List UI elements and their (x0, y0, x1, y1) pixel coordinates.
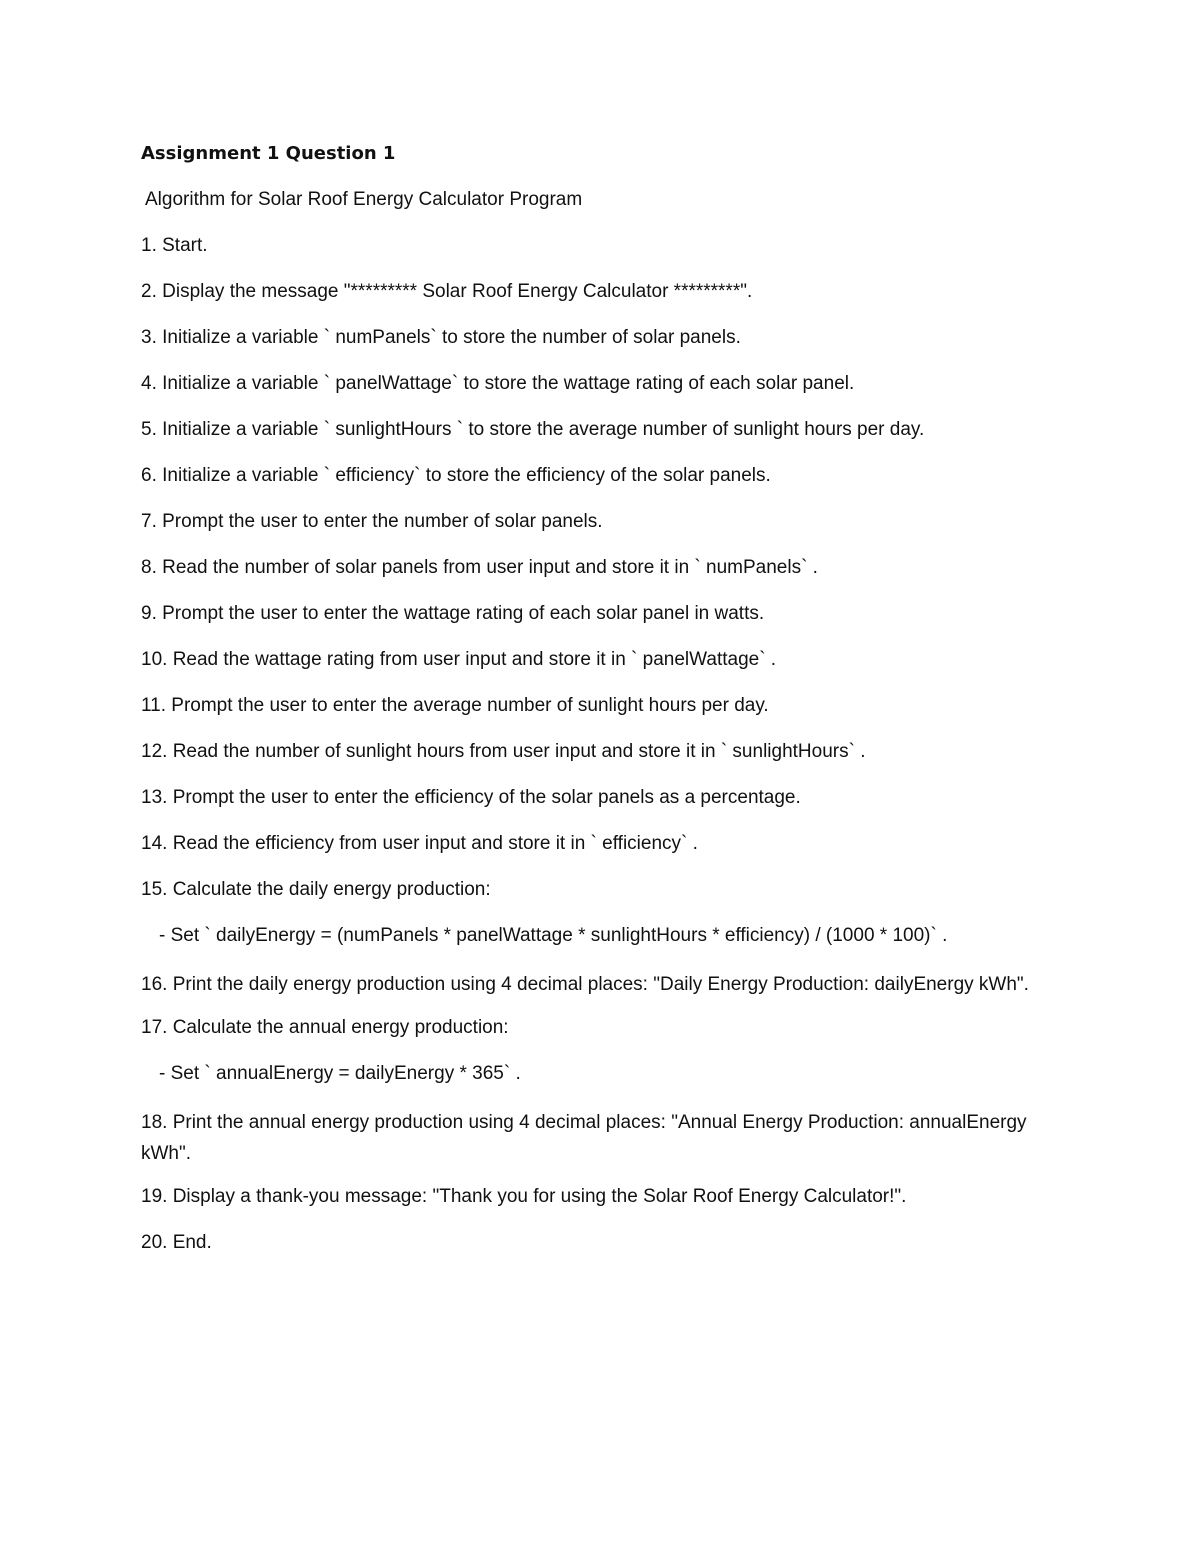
algorithm-step-1: 1. Start. (141, 235, 208, 256)
algorithm-step-18: 18. Print the annual energy production using 4 decimal places: "Annual Energy Production: annualEnergy kWh". (141, 1112, 1027, 1164)
algorithm-step-10: 10. Read the wattage rating from user input and store it in ` panelWattage` . (141, 649, 777, 670)
algorithm-step-8: 8. Read the number of solar panels from user input and store it in ` numPanels` . (141, 557, 818, 578)
algorithm-step-12: 12. Read the number of sunlight hours from user input and store it in ` sunlightHours` . (141, 741, 866, 762)
document-title: Assignment 1 Question 1 (141, 143, 396, 164)
algorithm-step-19: 19. Display a thank-you message: "Thank you for using the Solar Roof Energy Calculator!". (141, 1186, 907, 1207)
algorithm-substep-annual-energy: - Set ` annualEnergy = dailyEnergy * 365` . (159, 1063, 521, 1084)
algorithm-step-4: 4. Initialize a variable ` panelWattage` to store the wattage rating of each solar panel. (141, 373, 855, 394)
algorithm-step-15: 15. Calculate the daily energy production: (141, 879, 491, 900)
algorithm-step-16: 16. Print the daily energy production using 4 decimal places: "Daily Energy Production: dailyEnergy kWh". (141, 974, 1029, 995)
algorithm-substep-daily-energy: - Set ` dailyEnergy = (numPanels * panelWattage * sunlightHours * efficiency) / (1000 * 100)` . (159, 925, 948, 946)
algorithm-step-3: 3. Initialize a variable ` numPanels` to store the number of solar panels. (141, 327, 741, 348)
algorithm-step-17: 17. Calculate the annual energy production: (141, 1017, 509, 1038)
algorithm-step-13: 13. Prompt the user to enter the efficiency of the solar panels as a percentage. (141, 787, 801, 808)
algorithm-step-14: 14. Read the efficiency from user input and store it in ` efficiency` . (141, 833, 698, 854)
document-subtitle: Algorithm for Solar Roof Energy Calculator Program (145, 189, 583, 210)
algorithm-step-2: 2. Display the message "********* Solar Roof Energy Calculator *********". (141, 281, 753, 302)
algorithm-step-9: 9. Prompt the user to enter the wattage rating of each solar panel in watts. (141, 603, 765, 624)
algorithm-step-6: 6. Initialize a variable ` efficiency` to store the efficiency of the solar panels. (141, 465, 771, 486)
algorithm-step-5: 5. Initialize a variable ` sunlightHours ` to store the average number of sunlight hours per day. (141, 419, 925, 440)
algorithm-step-7: 7. Prompt the user to enter the number of solar panels. (141, 511, 603, 532)
document-content (141, 141, 1061, 1276)
algorithm-step-11: 11. Prompt the user to enter the average number of sunlight hours per day. (141, 695, 769, 716)
algorithm-step-20: 20. End. (141, 1232, 212, 1253)
